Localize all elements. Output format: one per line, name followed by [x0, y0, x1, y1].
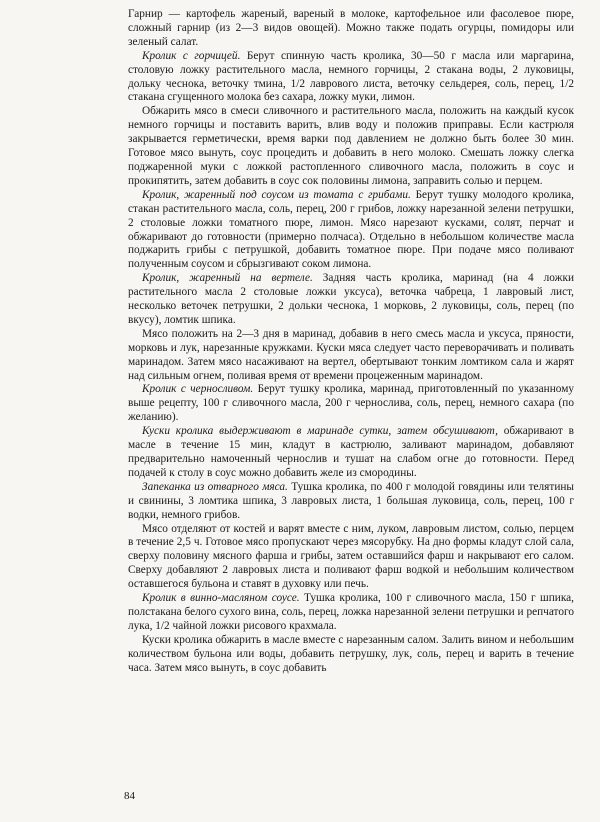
- recipe-title: Кролик в винно-масляном соусе.: [142, 592, 300, 605]
- paragraph: [128, 634, 574, 676]
- paragraph: [128, 523, 574, 593]
- paragraph: [128, 105, 574, 188]
- recipe-title: Кролик, жаренный на вертеле.: [142, 272, 313, 285]
- paragraph: [128, 8, 574, 50]
- paragraph-text: Гарнир — картофель жареный, вареный в молоке, картофельное или фасолевое пюре, сложный гарнир (из 2—3 видов овощей). Можно также подать огурцы, помидоры или зеленый салат.: [128, 8, 574, 48]
- paragraph-text: Обжарить мясо в смеси сливочного и растительного масла, положить на каждый кусок немного горчицы и поставить варить, влив воду и положив приправы. Если кастрюля закрывается герметически, время варки под давлением не должно быть более 30 мин. Готовое мясо вынуть, соус процедить и добавить в него молоко. Смешать ложку слегка поджаренной муки с ложкой растопленного сливочного масла, положить в соус и прокипятить, затем добавить в соус сок половины лимона, заправить солью и перцем.: [128, 105, 574, 187]
- page-number: 84: [124, 790, 135, 802]
- paragraph-text: Куски кролика обжарить в масле вместе с нарезанным салом. Залить вином и небольшим количеством бульона или воды, добавить петрушку, лук, соль, перец и варить в течение часа. Затем мясо вынуть, в соус добавить: [128, 633, 574, 674]
- paragraph-text: Мясо положить на 2—3 дня в маринад, добавив в него смесь масла и уксуса, пряности, морковь и лук, нарезанные кружками. Куски мяса следует часто переворачивать и поливать маринадом. Затем мясо насаживают на вертел, обертывают тонким ломтиком сала и жарят над сильным огнем, поливая время от времени процеженным маринадом.: [128, 327, 574, 382]
- paragraph: [128, 425, 574, 481]
- paragraph-text: Берут спинную часть кролика, 30—50 г масла или маргарина, столовую ложку растительного масла, немного горчицы, 2 стакана воды, 2 луковицы, дольку чеснока, веточку тмина, 1/2 лаврового листа, веточку сельдерея, соль, перец, 1/2 стакана сгущенного молока без сахара, ложку муки, лимон.: [128, 49, 574, 104]
- paragraph-text: Тушка кролика, по 400 г молодой говядины или телятины и свинины, 3 ломтика шпика, 3 лавровых листа, 1 большая луковица, соль, перец, 100 г водки, немного грибов.: [128, 480, 574, 521]
- paragraph: [128, 383, 574, 425]
- paragraph-text: Задняя часть кролика, маринад (на 4 ложки растительного масла 2 столовые ложки уксуса), веточка чабреца, 1 лавровый лист, несколько веточек петрушки, 2 дольки чеснока, 1 морковь, 2 луковицы, соль, перец (по вкусу), ломтик шпика.: [128, 272, 574, 326]
- paragraph-text: Берут тушку кролика, маринад, приготовленный по указанному выше рецепту, 100 г сливочного масла, 200 г чернослива, соль, перец, немного сахара (по желанию).: [128, 383, 574, 424]
- recipe-title: Кролик с горчицей.: [142, 49, 241, 62]
- paragraph-text: Тушка кролика, 100 г сливочного масла, 150 г шпика, полстакана белого сухого вина, соль, перец, ложка нарезанной зелени петрушки и репчатого лука, 1/2 чайной ложки рисового крахмала.: [128, 592, 574, 632]
- paragraph: [128, 328, 574, 384]
- paragraph: [128, 481, 574, 523]
- paragraph-text: Мясо отделяют от костей и варят вместе с ним, луком, лавровым листом, солью, перцем в течение 2,5 ч. Готовое мясо пропускают через мясорубку. На дно формы кладут слой сала, сверху половину мясного фарша и грибы, затем оставшийся фарш и накрывают его салом. Сверху добавляют 2 лавровых листа и поливают фарш водкой и небольшим количеством оставшегося бульона и ставят в духовку или печь.: [128, 522, 574, 591]
- recipe-title: Запеканка из отварного мяса.: [142, 480, 288, 493]
- paragraph: [128, 592, 574, 634]
- paragraph-text: Берут тушку молодого кролика, стакан растительного масла, соль, перец, 200 г грибов, ложку нарезанной зелени петрушки, 2 столовые ложки томатного пюре, лимон. Мясо нарезают кусками, солят, перчат и обжаривают до готовности (примерно полчаса). Отдельно в небольшом количестве масла поджарить грибы с петрушкой, добавить томатное пюре. При подаче мясо поливают полученным соусом и сбрызгивают соком лимона.: [128, 188, 574, 271]
- paragraph: [128, 189, 574, 272]
- paragraph: [128, 50, 574, 106]
- paragraph-text: обжаривают в масле в течение 15 мин, кладут в кастрюлю, заливают маринадом, добавляют предварительно намоченный чернослив и тушат на слабом огне до готовности. Перед подачей к столу в соус можно добавить желе из смородины.: [128, 425, 574, 479]
- page-text: [128, 8, 574, 676]
- recipe-title: Куски кролика выдерживают в маринаде сутки, затем обсушивают,: [142, 425, 498, 438]
- recipe-title: Кролик с черносливом.: [142, 383, 254, 396]
- recipe-title: Кролик, жаренный под соусом из томата с грибами.: [142, 188, 411, 201]
- paragraph: [128, 272, 574, 328]
